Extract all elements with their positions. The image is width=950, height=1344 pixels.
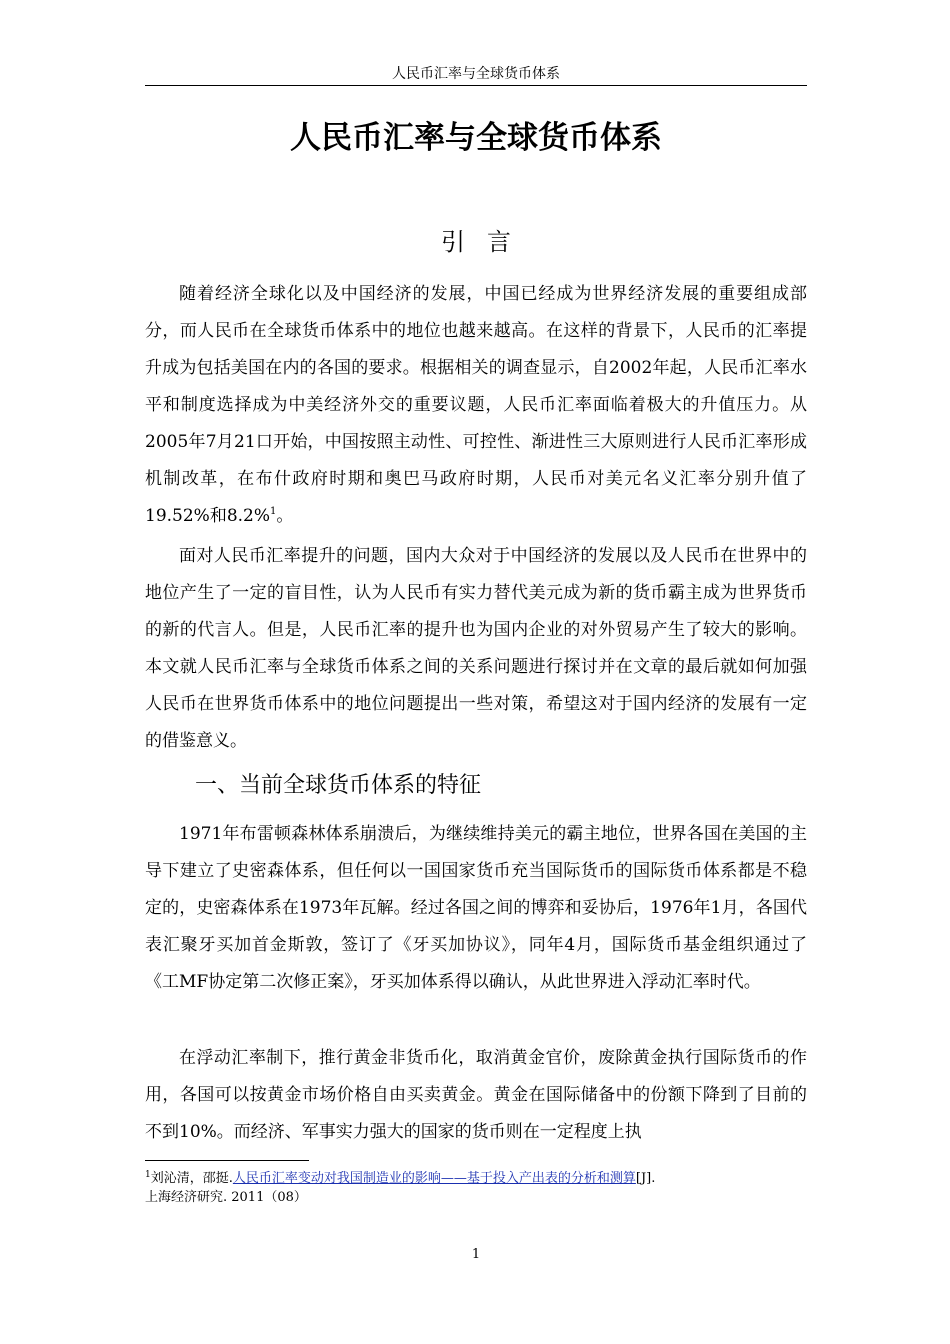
footnote-link[interactable]: 人民币汇率变动对我国制造业的影响——基于投入产出表的分析和测算 bbox=[232, 1171, 636, 1186]
footnote-reference[interactable]: 1 bbox=[270, 506, 277, 517]
intro-paragraph-2: 面对人民币汇率提升的问题，国内大众对于中国经济的发展以及人民币在世界中的地位产生了一定的盲目性，认为人民币有实力替代美元成为新的货币霸主成为世界货币的新的代言人。但是，人民币汇率的提升也为国内企业的对外贸易产生了较大的影响。本文就人民币汇率与全球货币体系之间的关系问题进行探讨并在文章的最后就如何加强人民币在世界货币体系中的地位问题提出一些对策，希望这对于国内经济的发展有一定的借鉴意义。 bbox=[145, 546, 807, 751]
footnote bbox=[145, 1166, 807, 1207]
intro-paragraph-1 bbox=[145, 276, 807, 535]
section-1-paragraph-2: 在浮动汇率制下，推行黄金非货币化，取消黄金官价，废除黄金执行国际货币的作用，各国可以按黄金市场价格自由买卖黄金。黄金在国际储备中的份额下降到了目前的不到10%。而经济、军事实力强大的国家的货币则在一定程度上执 bbox=[145, 1048, 807, 1142]
running-header: 人民币汇率与全球货币体系 bbox=[392, 66, 560, 82]
intro-paragraph-1-text: 随着经济全球化以及中国经济的发展，中国已经成为世界经济发展的重要组成部分，而人民币在全球货币体系中的地位也越来越高。在这样的背景下，人民币的汇率提升成为包括美国在内的各国的要求。根据相关的调查显示，自2002年起，人民币汇率水平和制度选择成为中美经济外交的重要议题，人民币汇率面临着极大的升值压力。从2005年7月21口开始，中国按照主动性、可控性、渐进性三大原则进行人民币汇率形成机制改革，在布什政府时期和奥巴马政府时期，人民币对美元名义汇率分别升值了19.52%和8.2% bbox=[145, 284, 807, 526]
section-1-heading: 一、当前全球货币体系的特征 bbox=[195, 773, 482, 798]
page-number: 1 bbox=[471, 1247, 481, 1262]
intro-heading: 引言 bbox=[441, 228, 533, 256]
footnote-divider bbox=[145, 1160, 309, 1161]
footnote-line-2: 上海经济研究. 2011（08） bbox=[145, 1190, 307, 1205]
footnote-suffix: [J]. bbox=[635, 1171, 656, 1186]
footnote-number: 1 bbox=[145, 1170, 151, 1180]
footnote-line-1 bbox=[145, 1166, 807, 1188]
document-title: 人民币汇率与全球货币体系 bbox=[290, 120, 662, 156]
header-divider bbox=[145, 85, 807, 86]
section-1-paragraph-1: 1971年布雷顿森林体系崩溃后，为继续维持美元的霸主地位，世界各国在美国的主导下建立了史密森体系，但任何以一国国家货币充当国际货币的国际货币体系都是不稳定的，史密森体系在1973年瓦解。经过各国之间的博弈和妥协后，1976年1月，各国代表汇聚牙买加首金斯敦，签订了《牙买加协议》，同年4月，国际货币基金组织通过了《工MF协定第二次修正案》，牙买加体系得以确认，从此世界进入浮动汇率时代。 bbox=[145, 824, 807, 992]
intro-paragraph-1-end: 。 bbox=[276, 506, 294, 526]
footnote-authors: 刘沁清，邵挺. bbox=[150, 1171, 233, 1186]
